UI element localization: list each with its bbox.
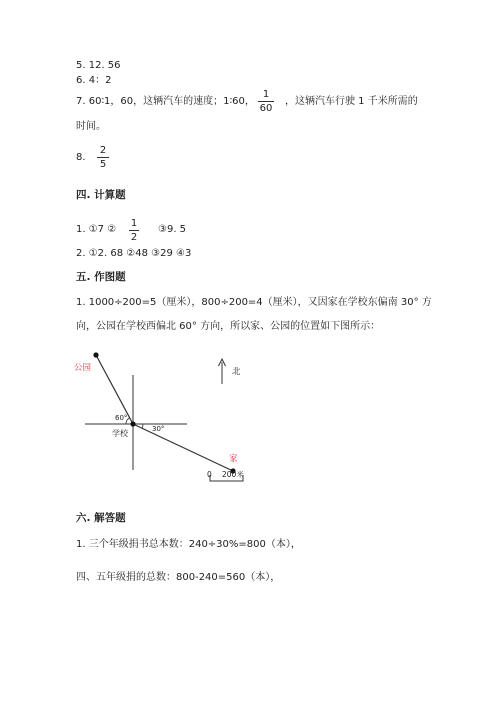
park-point [93, 352, 98, 357]
park-label: 公园 [74, 363, 92, 373]
north-label: 北 [232, 367, 241, 377]
fraction-denominator: 2 [130, 232, 138, 243]
angle-30-arc [142, 424, 143, 429]
fraction-denominator: 60 [259, 103, 273, 114]
section-5-title: 五. 作图题 [76, 271, 126, 283]
section-6-title: 六. 解答题 [76, 512, 126, 524]
scale-zero-label: 0 [207, 470, 212, 479]
answer-7-suffix: ，这辆汽车行驶 1 千米所需的 [285, 96, 418, 107]
answer-8-label: 8. [76, 152, 86, 163]
home-label: 家 [229, 454, 238, 464]
section-4-title: 四. 计算题 [76, 189, 126, 201]
angle-30-label: 30° [152, 425, 165, 433]
section-5-line-1: 1. 1000÷200=5（厘米），800÷200=4（厘米），又因家在学校东偏南 30° 方 [76, 297, 432, 308]
fraction-denominator: 5 [99, 159, 107, 170]
fraction-numerator: 2 [99, 145, 107, 156]
angle-60-label: 60° [115, 414, 128, 422]
section-5-line-2: 向，公园在学校西偏北 60° 方向，所以家、公园的位置如下图所示： [76, 321, 381, 332]
answer-6: 6. 4：2 [76, 75, 112, 86]
home-direction-line [133, 424, 233, 471]
answer-5: 5. 12. 56 [76, 60, 121, 71]
section-6-line-2: 四、五年级捐的总数：800-240=560（本）， [76, 572, 281, 583]
section-4-line-2: 2. ①2. 68 ②48 ③29 ④3 [76, 248, 192, 259]
section-6-line-1: 1. 三个年级捐书总本数：240÷30%=800（本）， [76, 539, 301, 550]
answer-7-continued: 时间。 [76, 121, 106, 132]
school-label: 学校 [112, 429, 128, 438]
scale-length-label: 200米 [222, 470, 244, 479]
school-point [130, 421, 135, 426]
section-4-line-1b: ③9. 5 [158, 224, 187, 235]
fraction-numerator: 1 [262, 89, 270, 100]
answer-7-prefix: 7. 60∶1，60，这辆汽车的速度；1∶60， [76, 96, 255, 107]
fraction-numerator: 1 [130, 218, 138, 229]
section-4-line-1a: 1. ①7 ② [76, 224, 117, 235]
